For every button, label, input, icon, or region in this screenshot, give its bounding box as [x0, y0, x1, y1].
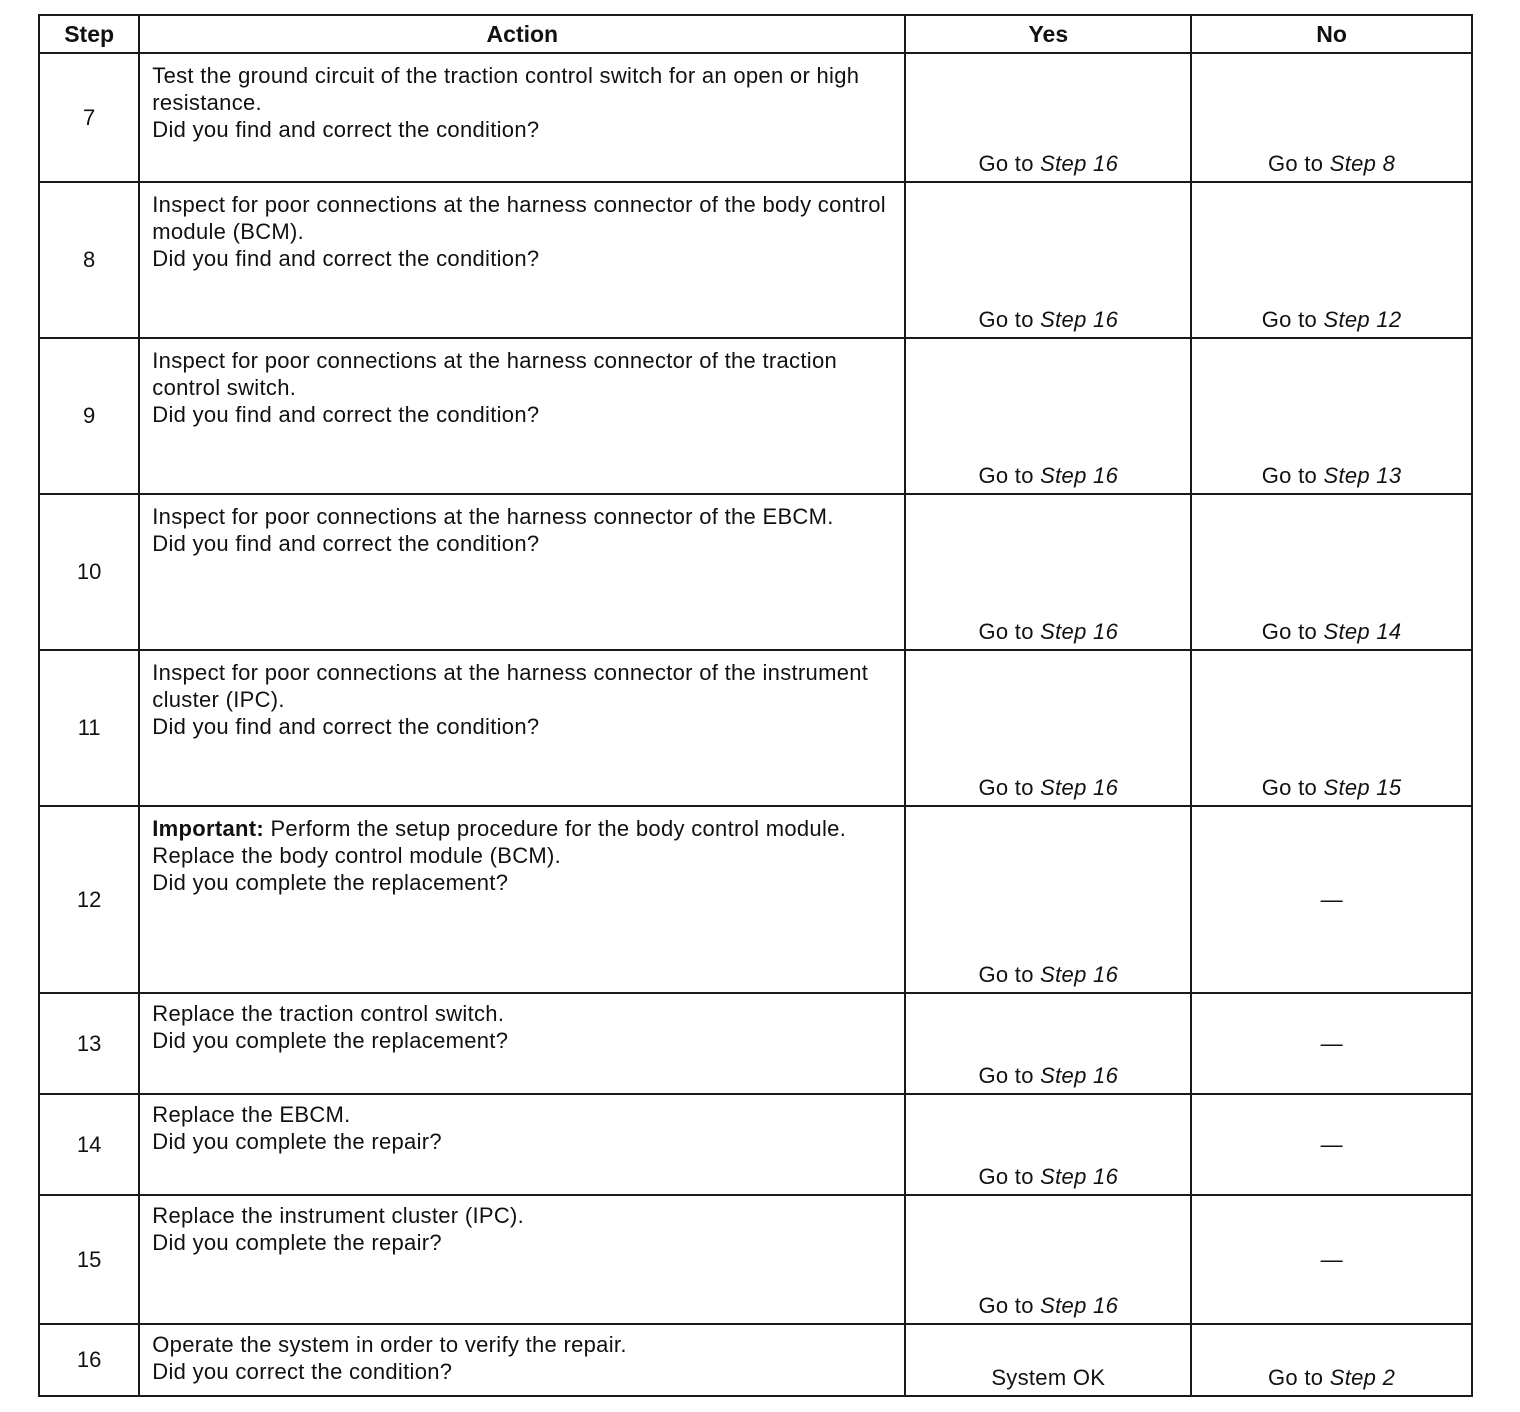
no-cell: — [1191, 993, 1472, 1094]
step-number: 16 [39, 1324, 139, 1396]
action-question: Did you complete the replacement? [152, 870, 509, 895]
action-instruction: Replace the EBCM. [152, 1102, 351, 1127]
action-instruction: Replace the instrument cluster (IPC). [152, 1203, 525, 1228]
no-cell [1191, 182, 1472, 338]
yes-prefix: Go to [978, 962, 1041, 987]
yes-step-link[interactable]: Step 16 [1040, 619, 1119, 644]
yes-prefix: Go to [978, 775, 1041, 800]
action-cell [139, 53, 905, 182]
no-cell [1191, 494, 1472, 650]
yes-step-link[interactable]: Step 16 [1040, 1293, 1119, 1318]
no-cell [1191, 1324, 1472, 1396]
yes-prefix: Go to [978, 1164, 1041, 1189]
action-cell [139, 1324, 905, 1396]
no-cell [1191, 650, 1472, 806]
yes-prefix: Go to [978, 463, 1041, 488]
table-row [39, 806, 1472, 993]
action-question: Did you find and correct the condition? [152, 246, 540, 271]
action-question: Did you find and correct the condition? [152, 714, 540, 739]
action-cell [139, 338, 905, 494]
no-prefix: Go to [1268, 1365, 1330, 1390]
important-label: Important: [152, 816, 265, 841]
step-number: 10 [39, 494, 139, 650]
step-number: 12 [39, 806, 139, 993]
step-number: 15 [39, 1195, 139, 1324]
no-step-link[interactable]: Step 15 [1323, 775, 1402, 800]
no-prefix: Go to [1268, 151, 1330, 176]
yes-prefix: Go to [978, 307, 1041, 332]
action-question: Did you find and correct the condition? [152, 531, 540, 556]
table-row [39, 494, 1472, 650]
no-cell: — [1191, 806, 1472, 993]
yes-cell [905, 53, 1191, 182]
yes-cell [905, 182, 1191, 338]
action-question: Did you find and correct the condition? [152, 117, 540, 142]
action-instruction: Inspect for poor connections at the harness connector of the traction control switch. [152, 348, 838, 400]
action-instruction: Inspect for poor connections at the harness connector of the EBCM. [152, 504, 834, 529]
action-cell [139, 650, 905, 806]
yes-cell [905, 650, 1191, 806]
header-action: Action [139, 15, 905, 53]
yes-step-link[interactable]: Step 16 [1040, 307, 1119, 332]
step-number: 13 [39, 993, 139, 1094]
step-number: 9 [39, 338, 139, 494]
yes-step-link[interactable]: Step 16 [1040, 463, 1119, 488]
action-cell [139, 1195, 905, 1324]
important-text: Perform the setup procedure for the body control module. [264, 816, 847, 841]
no-step-link[interactable]: Step 14 [1323, 619, 1402, 644]
yes-cell [905, 338, 1191, 494]
no-cell [1191, 53, 1472, 182]
yes-cell [905, 806, 1191, 993]
yes-cell [905, 494, 1191, 650]
yes-cell [905, 1094, 1191, 1195]
table-row [39, 650, 1472, 806]
action-question: Did you complete the repair? [152, 1129, 442, 1154]
action-cell [139, 806, 905, 993]
step-number: 14 [39, 1094, 139, 1195]
action-question: Did you complete the replacement? [152, 1028, 509, 1053]
no-cell: — [1191, 1094, 1472, 1195]
action-instruction: Replace the body control module (BCM). [152, 843, 562, 868]
no-cell: — [1191, 1195, 1472, 1324]
yes-step-link[interactable]: Step 16 [1040, 775, 1119, 800]
action-cell [139, 182, 905, 338]
action-question: Did you complete the repair? [152, 1230, 442, 1255]
header-no: No [1191, 15, 1472, 53]
header-yes: Yes [905, 15, 1191, 53]
step-number: 7 [39, 53, 139, 182]
yes-cell [905, 1195, 1191, 1324]
action-instruction: Inspect for poor connections at the harness connector of the body control module (BCM). [152, 192, 886, 244]
action-instruction: Inspect for poor connections at the harness connector of the instrument cluster (IPC). [152, 660, 869, 712]
no-prefix: Go to [1261, 775, 1324, 800]
table-row [39, 1324, 1472, 1396]
yes-prefix: Go to [978, 151, 1041, 176]
table-row [39, 53, 1472, 182]
action-instruction: Replace the traction control switch. [152, 1001, 505, 1026]
action-cell [139, 993, 905, 1094]
yes-step-link[interactable]: Step 16 [1040, 1164, 1119, 1189]
step-number: 8 [39, 182, 139, 338]
yes-result: System OK [991, 1365, 1106, 1390]
header-row [39, 15, 1472, 53]
important-note [152, 807, 894, 842]
table-row [39, 1094, 1472, 1195]
step-number: 11 [39, 650, 139, 806]
action-cell [139, 494, 905, 650]
action-cell [139, 1094, 905, 1195]
yes-prefix: Go to [978, 1293, 1041, 1318]
yes-step-link[interactable]: Step 16 [1040, 151, 1119, 176]
no-cell [1191, 338, 1472, 494]
yes-step-link[interactable]: Step 16 [1040, 962, 1119, 987]
action-instruction: Test the ground circuit of the traction control switch for an open or high resistance. [152, 63, 860, 115]
yes-cell [905, 1324, 1191, 1396]
action-instruction: Operate the system in order to verify the repair. [152, 1332, 627, 1357]
yes-step-link[interactable]: Step 16 [1040, 1063, 1119, 1088]
table-row [39, 338, 1472, 494]
no-prefix: Go to [1261, 307, 1324, 332]
no-step-link[interactable]: Step 2 [1329, 1365, 1396, 1390]
header-step: Step [39, 15, 139, 53]
table-row [39, 182, 1472, 338]
action-question: Did you correct the condition? [152, 1359, 453, 1384]
table-row [39, 993, 1472, 1094]
diagnostic-table [38, 14, 1473, 1397]
yes-cell [905, 993, 1191, 1094]
yes-prefix: Go to [978, 1063, 1041, 1088]
yes-prefix: Go to [978, 619, 1041, 644]
no-step-link[interactable]: Step 12 [1323, 307, 1402, 332]
no-step-link[interactable]: Step 13 [1323, 463, 1402, 488]
no-prefix: Go to [1261, 463, 1324, 488]
action-question: Did you find and correct the condition? [152, 402, 540, 427]
no-step-link[interactable]: Step 8 [1329, 151, 1396, 176]
no-prefix: Go to [1261, 619, 1324, 644]
table-row [39, 1195, 1472, 1324]
